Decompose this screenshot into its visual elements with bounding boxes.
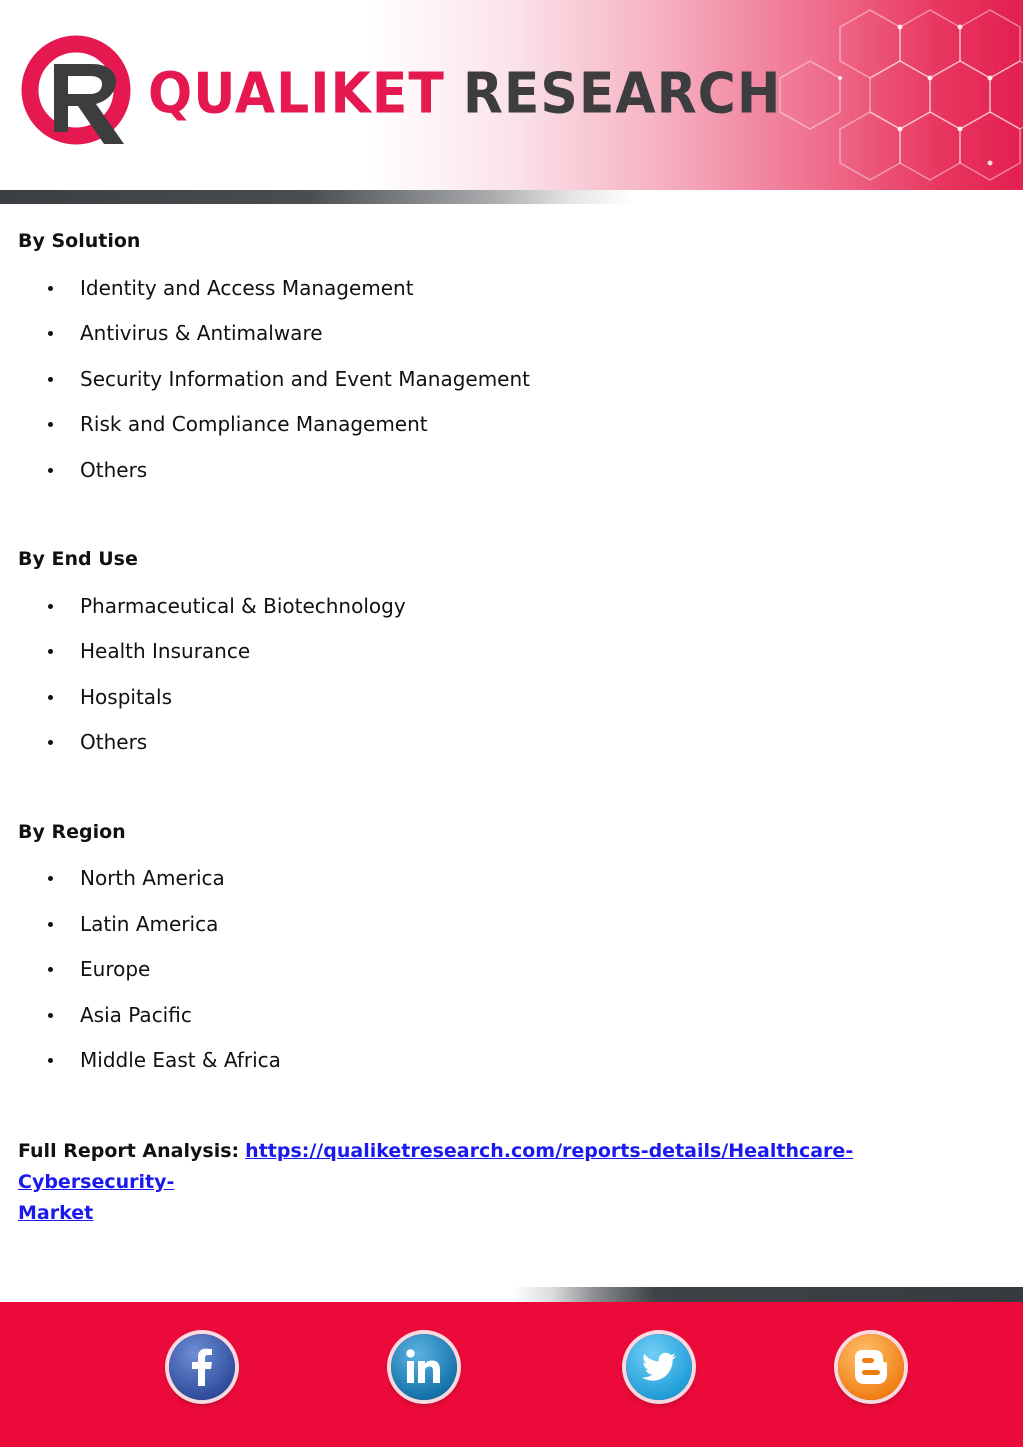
section-title-end-use: By End Use [18,548,138,570]
qr-logo-icon [20,34,138,150]
twitter-icon[interactable] [626,1334,692,1400]
header-divider [0,190,1023,204]
bullet-icon [48,377,53,382]
section-title-solution: By Solution [18,230,141,252]
bullet-icon [48,422,53,427]
bullet-icon [48,468,53,473]
brand-word-research: RESEARCH [462,61,782,127]
brand-word-qualiket: QUALIKET [148,61,445,127]
bullet-icon [48,876,53,881]
bullet-icon [48,967,53,972]
linkedin-icon[interactable] [391,1334,457,1400]
bullet-icon [48,1013,53,1018]
bullet-icon [48,649,53,654]
bullet-icon [48,740,53,745]
bullet-icon [48,1058,53,1063]
full-report-line [18,1136,978,1229]
full-report-link[interactable]: https://qualiketresearch.com/reports-details/Healthcare-Cybersecurity- Market [18,1140,854,1224]
blogger-icon[interactable] [838,1334,904,1400]
footer-divider [0,1287,1023,1302]
section-title-region: By Region [18,821,126,843]
bullet-icon [48,286,53,291]
facebook-icon[interactable] [169,1334,235,1400]
full-report-label: Full Report Analysis: [18,1140,240,1162]
bullet-icon [48,604,53,609]
bullet-icon [48,922,53,927]
brand-wordmark [148,59,781,128]
bullet-icon [48,695,53,700]
bullet-icon [48,331,53,336]
page-footer [0,1302,1023,1447]
page-header [0,0,1023,190]
